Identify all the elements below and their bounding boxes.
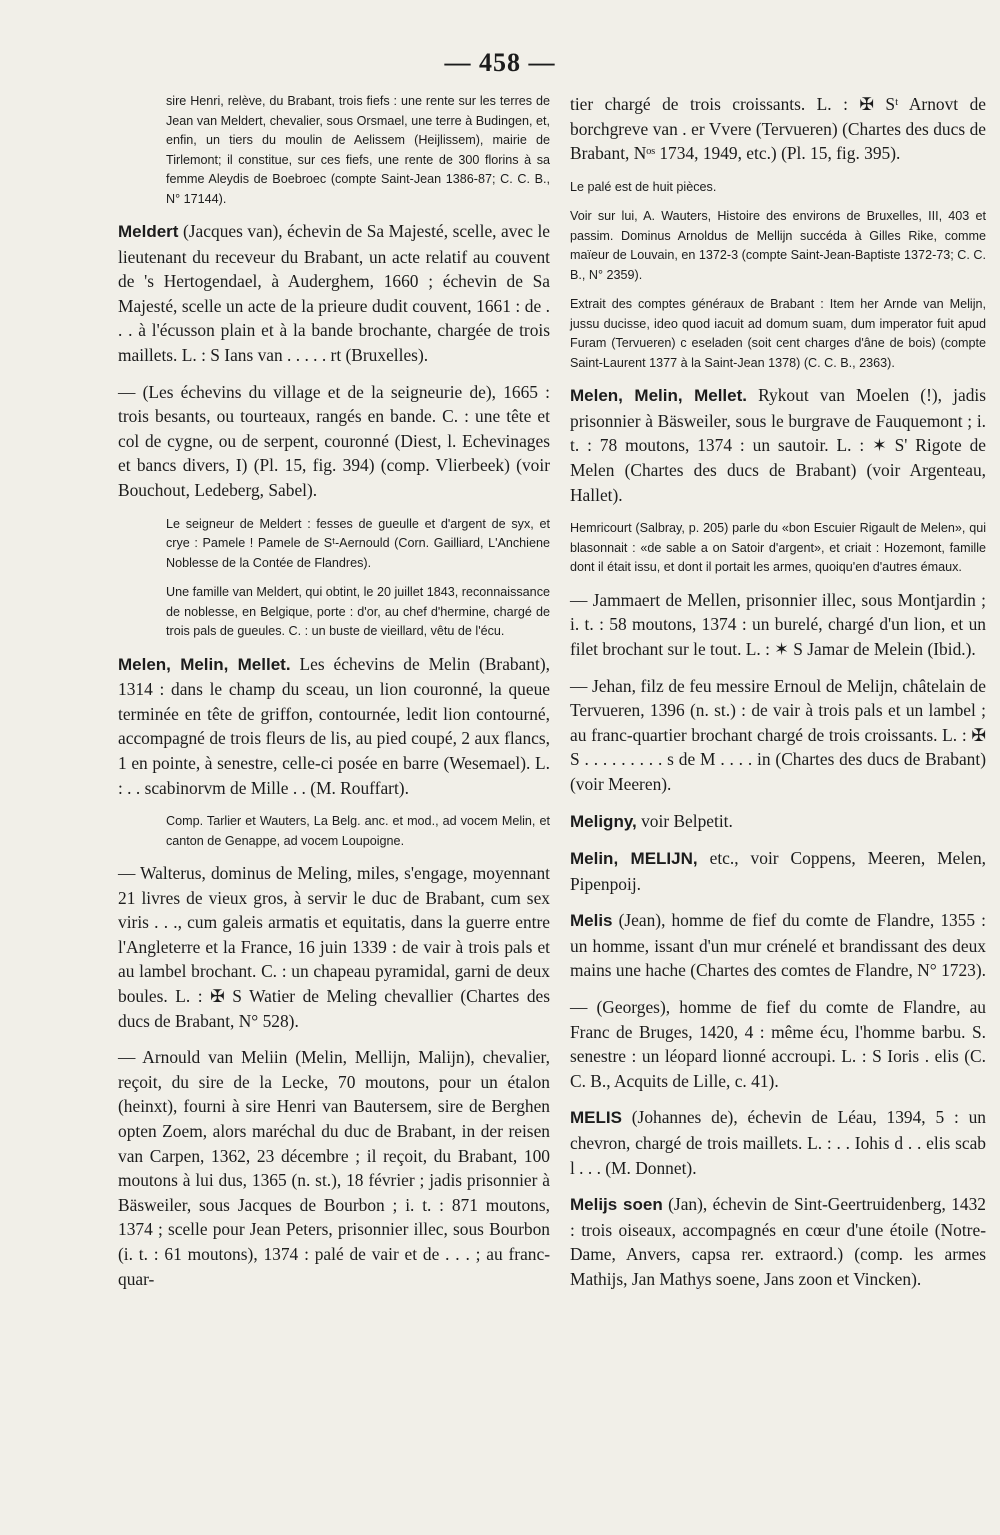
note-paragraph: sire Henri, relève, du Brabant, trois fiefs : une rente sur les terres de Jean van Meldert, chevalier, sous Orsmael, une terre à Budingen, et, enfin, un tiers du moulin de Aelissem (Heijlissem), mairie de Tirlemont; il constitue, sur ces fiefs, une rente de 300 florins à sa femme Aleydis de Boebroec (compte Saint-Jean 1386-87; C. C. B., N° 17144). — [166, 94, 550, 206]
entry-meldert: Meldert (Jacques van), échevin de Sa Majesté, scelle, avec le lieutenant du receveur du Brabant, un acte relatif au couvent de 's Hertogendael, à Auderghem, 1660 ; échevin de Sa Majesté, scelle un acte de la prieure dudit couvent, 1661 : de . . . à l'écusson plain et à la bande brochante, chargée de trois maillets. L. : S Ians van . . . . . rt (Bruxelles). — [118, 221, 550, 365]
entry-head: Melis — [570, 911, 613, 931]
left-column — [118, 92, 550, 1303]
entry-melijs-soen: Melijs soen (Jan), échevin de Sint-Geertruidenberg, 1432 : trois oiseaux, accompagnés en cœur d'une étoile (Notre-Dame, Anvers, capsa rer. extraord.) (comp. les armes Mathijs, Jan Mathys soene, Jans zoon et Vincken). — [570, 1194, 986, 1289]
entry-head: Melen, Melin, Mellet. — [570, 386, 747, 406]
entry-melis-georges: — (Georges), homme de fief du comte de Flandre, au Franc de Bruges, 1420, 4 : même écu, l'homme barbu. S. senestre : un léopard lionné accroupi. L. : S Ioris . elis (C. C. B., Acquits de Lille, c. 41). — [570, 997, 986, 1091]
entry-walterus: — Walterus, dominus de Meling, miles, s'engage, moyennant 21 livres de vieux gros, à servir le duc de Brabant, cum sex viris . . ., cum galeis armatis et equitatis, dans la guerre entre l'Angleterre et la France, 16 juin 1339 : de vair à trois pals et au lambel brochant. C. : un chapeau pyramidal, garni de deux boules. L. : ✠ S Watier de Meling chevallier (Chartes des ducs de Brabant, N° 528). — [118, 863, 550, 1031]
entry-head: Melijs soen — [570, 1195, 663, 1215]
entry-head: Meldert — [118, 222, 179, 241]
entry-melen-rykout: Melen, Melin, Mellet. Rykout van Moelen (!), jadis prisonnier à Bäsweiler, sous le burgrave de Fauquemont ; i. t. : 78 moutons, 1374 : un sautoir. L. : ✶ S' Rigote de Melen (Chartes des ducs de Brabant) (voir Argenteau, Hallet). — [570, 385, 986, 505]
note-paragraph: Une famille van Meldert, qui obtint, le 20 juillet 1843, reconnaissance de noblesse, en Belgique, porte : d'or, au chef d'hermine, chargé de trois pals de gueules. C. : un buste de vieillard, vêtu de l'écu. — [166, 585, 550, 639]
entry-jammaert: — Jammaert de Mellen, prisonnier illec, sous Montjardin ; i. t. : 58 moutons, 1374 : un burelé, chargé d'un lion, et un filet brochant sur le tout. L. : ✶ S Jamar de Melein (Ibid.). — [570, 589, 986, 659]
entry-meligny: Meligny, voir Belpetit. — [570, 810, 733, 831]
entry-melen: Melen, Melin, Mellet. Les échevins de Melin (Brabant), 1314 : dans le champ du sceau, un lion couronné, la queue terminée en tête de griffon, contournée, ledit lion contourné, accompagné de trois fleurs de lis, au pied coupé, 2 aux flancs, 1 en pointe, à senestre, celle-ci posée en barre (Wesemael). L. : . . scabinorvm de Mille . . (M. Rouffart). — [118, 653, 551, 798]
entry-melin-melijn: Melin, MELIJN, etc., voir Coppens, Meeren, Melen, Pipenpoij. — [570, 848, 986, 894]
entry-head: Melin, MELIJN, — [570, 849, 698, 869]
right-column — [570, 92, 986, 1304]
entry-head: MELIS — [570, 1108, 622, 1128]
note-paragraph: Voir sur lui, A. Wauters, Histoire des environs de Bruxelles, III, 403 et passim. Dominus Arnoldus de Mellijn succéda à Gilles Rike, comme maïeur de Louvain, en 1372-3 (compte Saint-Jean-Baptiste 1372-73; C. C. B., N° 2359). — [570, 209, 986, 282]
entry-head: Melen, Melin, Mellet. — [118, 654, 291, 674]
note-paragraph: Le seigneur de Meldert : fesses de gueulle et d'argent de syx, et crye : Pamele ! Pamele de Sᵗ-Aernould (Corn. Gailliard, L'Anchiene Noblesse de la Contée de Flandres). — [166, 516, 550, 570]
entry-melis-johannes: MELIS (Johannes de), échevin de Léau, 1394, 5 : un chevron, chargé de trois maillets. L. : . . Iohis d . . elis scab l . . . (M. Donnet). — [570, 1107, 986, 1178]
entry-melis-jean: Melis (Jean), homme de fief du comte de Flandre, 1355 : un homme, issant d'un mur crénelé et brandissant des deux mains une hache (Chartes des comtes de Flandre, N° 1723). — [570, 910, 986, 981]
note-paragraph: Le palé est de huit pièces. — [570, 179, 717, 194]
entry-meldert-echevins: — (Les échevins du village et de la seigneurie de), 1665 : trois besants, ou tourteaux, rangés en bande. C. : une tête et col de cygne, ou de serpent, couronné (Diest, l. Echevinages et bancs divers, I) (Pl. 15, fig. 394) (comp. Vlierbeek) (voir Bouchout, Ledeberg, Sabel). — [118, 381, 550, 500]
note-paragraph: Extrait des comptes généraux de Brabant : Item her Arnde van Melijn, jussu ducisse, ideo quod iacuit ad domum suam, dum imperator fuit apud Furam (Tervueren) c eseladen (soit cent charges d'âne de bois) (compte Saint-Laurent 1377 à la Saint-Jean 1378) (C. C. B., 2363). — [570, 297, 986, 370]
page-number: — 458 — — [444, 48, 556, 77]
entry-head: Meligny, — [570, 811, 637, 831]
note-paragraph: Comp. Tarlier et Wauters, La Belg. anc. et mod., ad vocem Melin, et canton de Genappe, ad vocem Loupoigne. — [166, 814, 550, 848]
entry-arnould: — Arnould van Meliin (Melin, Mellijn, Malijn), chevalier, reçoit, du sire de la Lecke, 70 moutons, pour un étalon (heinxt), fourni à sire Henri van Bautersem, sire de Berghen opten Zoem, alors maréchal du duc de Brabant, in der reisen van Carpen, 1362, 23 décembre ; il reçoit, du Brabant, 100 moutons à lui dus, 1365 (n. st.), 18 février ; jadis prisonnier à Bäsweiler, sous Jacques de Bourbon ; i. t. : 871 moutons, 1374 ; scelle pour Jean Peters, prisonnier illec, sous Bourbon (i. t. : 61 moutons), 1374 : palé de vair et de . . . ; au franc-quar- — [118, 1047, 550, 1289]
note-paragraph: Hemricourt (Salbray, p. 205) parle du «bon Escuier Rigault de Melen», qui blasonnait : «de sable a on Satoir d'argent», et criait : Hozemont, famille dont il était issu, et dont il portait les armes, quoiqu'en d'autres émaux. — [570, 521, 986, 575]
entry-continuation: tier chargé de trois croissants. L. : ✠ Sᵗ Arnovt de borchgreve van . er Vvere (Tervueren) (Chartes des ducs de Brabant, Nᵒˢ 1734, 1949, etc.) (Pl. 15, fig. 395). — [570, 94, 986, 164]
entry-jehan: — Jehan, filz de feu messire Ernoul de Melijn, châtelain de Tervueren, 1396 (n. st.) : de vair à trois pals et un lambel ; au franc-quartier brochant chargé de trois croissants. L. : ✠ S . . . . . . . . . s de M . . . . in (Chartes des ducs de Brabant) (voir Meeren). — [570, 675, 986, 794]
